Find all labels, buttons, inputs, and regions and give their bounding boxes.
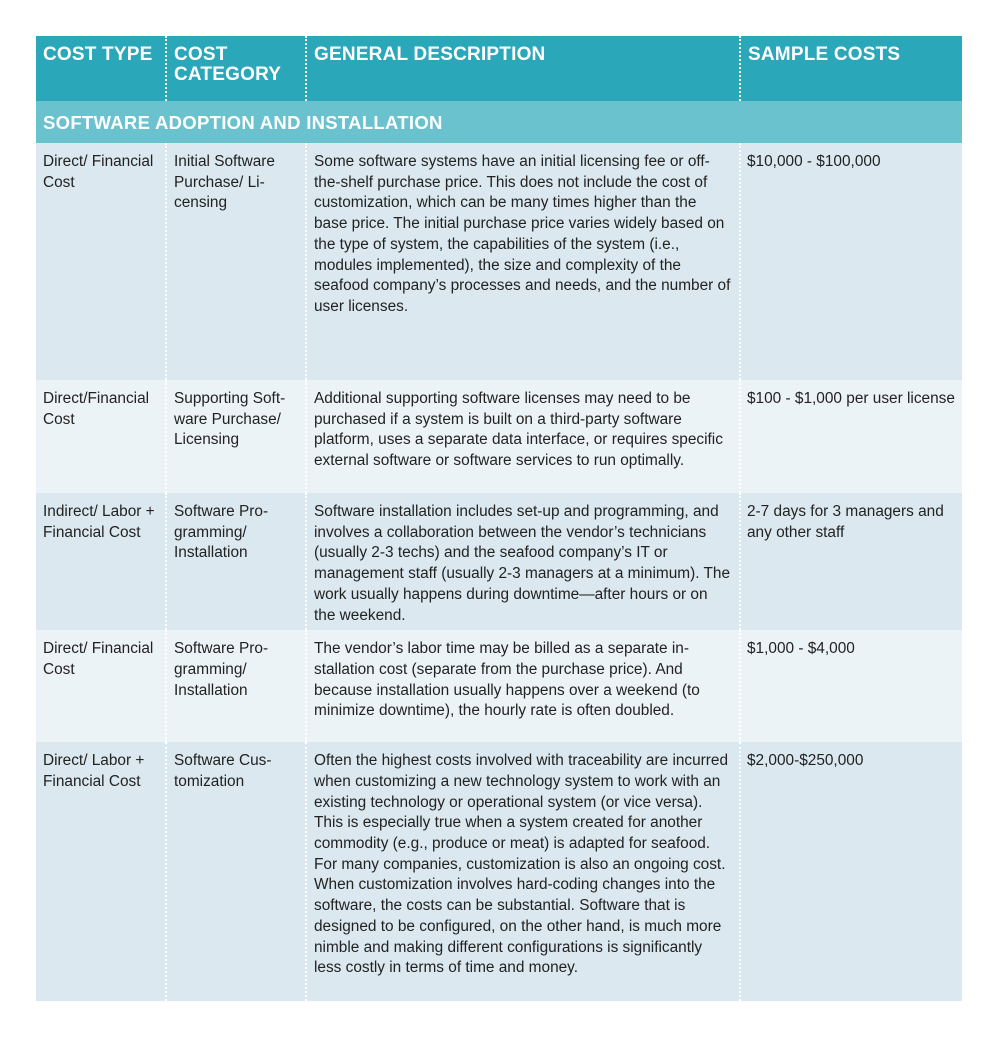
table-row: [36, 630, 962, 742]
cell-cost-type: Direct/ Financial Cost: [36, 630, 166, 742]
table-row: [36, 493, 962, 630]
cell-description: Some software systems have an initial licensing fee or off-the-shelf purchase price. This does not include the cost of customization, which can be many times higher than the base price. The initial purchase price varies widely based on the type of system, the capabilities of the system (i.e., modules implemented), the size and complexity of the seafood company’s processes and needs, and the number of user licenses.: [306, 143, 740, 380]
cell-category: Initial Software Purchase/ Licensing: [166, 143, 306, 380]
header-cost-category: COST CATEGORY: [166, 36, 306, 101]
cell-category: Software Programming/ Installation: [166, 630, 306, 742]
table-row: [36, 742, 962, 1001]
cell-category: Supporting Software Purchase/ Licensing: [166, 380, 306, 493]
cell-cost-type: Direct/ Financial Cost: [36, 143, 166, 380]
cost-table: [36, 36, 962, 1001]
section-row: [36, 101, 962, 143]
section-title: SOFTWARE ADOPTION AND INSTALLATION: [36, 101, 962, 143]
cell-description: Software installation includes set-up and programming, and involves a collaboration between the vendor’s technicians (usually 2-3 techs) and the seafood company’s IT or management staff (usually 2-3 managers at a minimum). The work usually happens during downtime—after hours or on the weekend.: [306, 493, 740, 630]
table-header-row: [36, 36, 962, 101]
header-sample-costs: SAMPLE COSTS: [740, 36, 962, 101]
header-cost-type: COST TYPE: [36, 36, 166, 101]
cell-sample-cost: $10,000 - $100,000: [740, 143, 962, 380]
table-row: [36, 380, 962, 493]
cell-cost-type: Indirect/ Labor + Financial Cost: [36, 493, 166, 630]
table-row: [36, 143, 962, 380]
cell-sample-cost: $100 - $1,000 per user license: [740, 380, 962, 493]
cell-cost-type: Direct/Financial Cost: [36, 380, 166, 493]
cell-sample-cost: $1,000 - $4,000: [740, 630, 962, 742]
cell-description: Often the highest costs involved with traceability are incurred when customizing a new technology system to work with an existing technology or operational system (or vice versa). This is especially true when a system created for another commodity (e.g., produce or meat) is adapted for seafood. For many companies, customization is also an ongoing cost. When customization involves hard-coding changes into the software, the costs can be substantial. Software that is designed to be configured, on the other hand, is much more nimble and making different configurations is significantly less costly in terms of time and money.: [306, 742, 740, 1001]
cell-cost-type: Direct/ Labor + Financial Cost: [36, 742, 166, 1001]
cell-category: Software Customization: [166, 742, 306, 1001]
cell-description: Additional supporting software licenses may need to be purchased if a system is built on a third-party software platform, uses a separate data interface, or requires specific external software or software services to run optimally.: [306, 380, 740, 493]
cell-description: The vendor’s labor time may be billed as a separate installation cost (separate from the purchase price). And because installation usually happens over a weekend (to minimize downtime), the hourly rate is often doubled.: [306, 630, 740, 742]
cell-category: Software Programming/ Installation: [166, 493, 306, 630]
cell-sample-cost: 2-7 days for 3 managers and any other staff: [740, 493, 962, 630]
cell-sample-cost: $2,000-$250,000: [740, 742, 962, 1001]
header-general-description: GENERAL DESCRIPTION: [306, 36, 740, 101]
